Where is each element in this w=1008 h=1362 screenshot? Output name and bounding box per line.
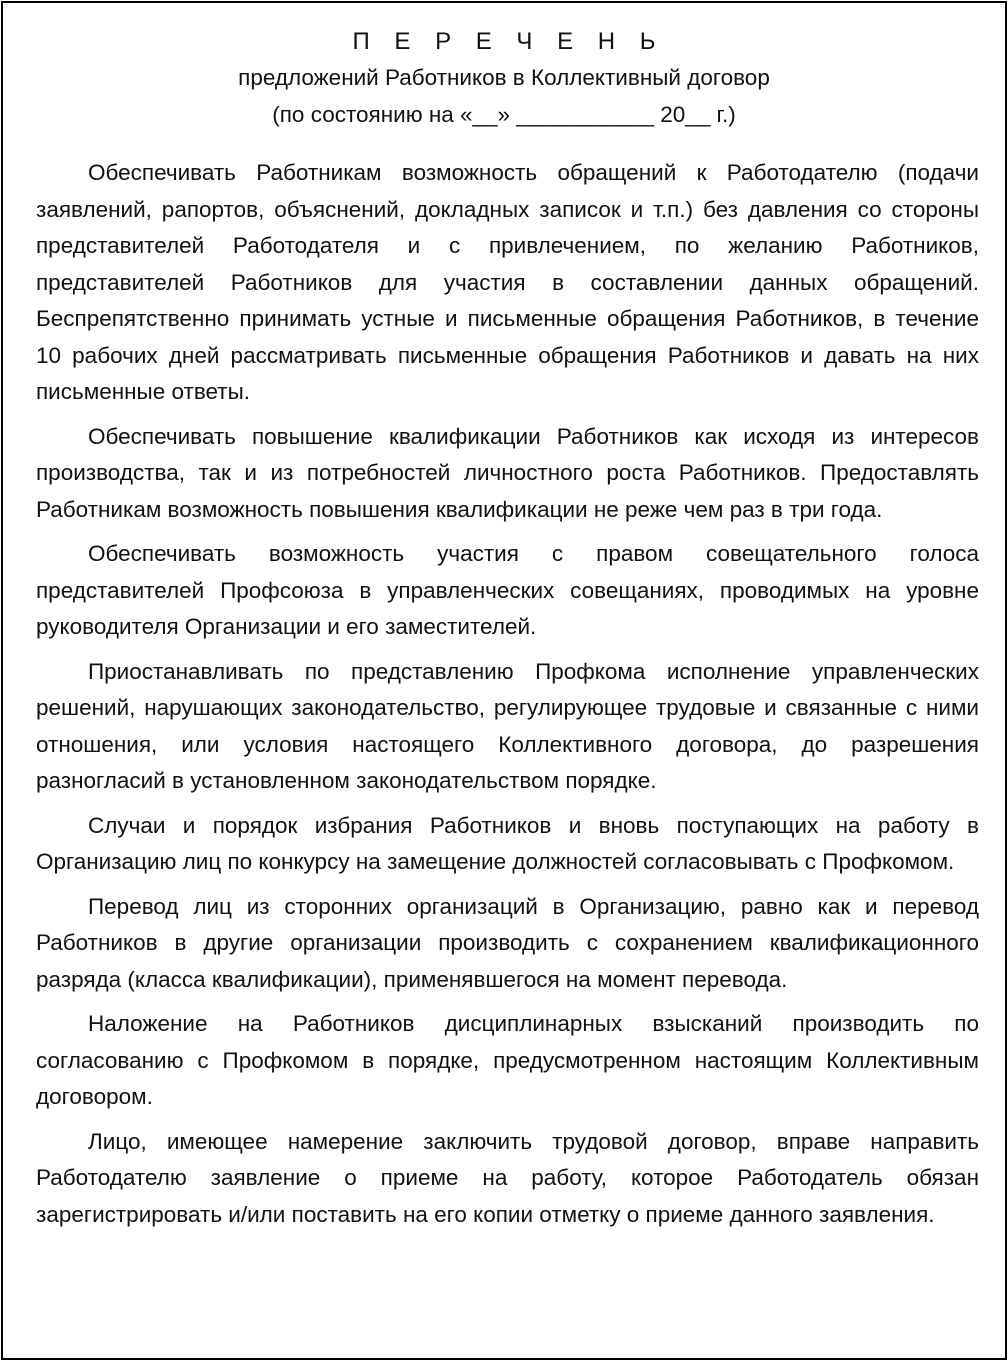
paragraph-discipline: Наложение на Работников дисциплинарных взысканий производить по согласованию с Профкомом в порядке, предусмотренном настоящим Коллективным договором. — [36, 1011, 979, 1109]
document-subtitle: предложений Работников в Коллективный договор — [238, 65, 770, 90]
paragraph-transfer: Перевод лиц из сторонних организаций в Организацию, равно как и перевод Работников в другие организации производить с сохранением квалификационного разряда (класса квалификации), применявшегося на момент перевода. — [36, 893, 979, 992]
paragraph-application: Лицо, имеющее намерение заключить трудовой договор, вправе направить Работодателю заявление о приеме на работу, которое Работодатель обязан зарегистрировать и/или поставить на его копии отметку о приеме данного заявления. — [36, 1128, 979, 1227]
document-page — [1, 1, 1007, 1360]
paragraph-suspension: Приостанавливать по представлению Профкома исполнение управленческих решений, нарушающих законодательство, регулирующее трудовые и связанные с ними отношения, или условия настоящего Коллективного договора, до разрешения разногласий в установленном законодательством порядке. — [36, 658, 979, 793]
paragraph-appeals: Обеспечивать Работникам возможность обращений к Работодателю (подачи заявлений, рапортов, объяснений, докладных записок и т.п.) без давления со стороны представителей Работодателя и с привлечением, по желанию Работников, представителей Работников для участия в составлении данных обращений. Беспрепятственно принимать устные и письменные обращения Работников, в течение 10 рабочих дней рассматривать письменные обращения Работников и давать на них письменные ответы. — [36, 160, 979, 404]
document-title: П Е Р Е Ч Е Н Ь — [352, 28, 665, 55]
paragraph-meetings: Обеспечивать возможность участия с правом совещательного голоса представителей Профсоюза в управленческих совещаниях, проводимых на уровне руководителя Организации и его заместителей. — [36, 541, 979, 639]
document-date-line: (по состоянию на «__» ___________ 20__ г.) — [272, 102, 736, 127]
paragraph-qualification: Обеспечивать повышение квалификации Работников как исходя из интересов производства, так и из потребностей личностного роста Работников. Предоставлять Работникам возможность повышения квалификации не реже чем раз в три года. — [36, 423, 979, 522]
document-body — [36, 155, 979, 1241]
document-header — [3, 3, 1005, 133]
paragraph-election: Случаи и порядок избрания Работников и вновь поступающих на работу в Организацию лиц по конкурсу на замещение должностей согласовывать с Профкомом. — [36, 812, 979, 874]
